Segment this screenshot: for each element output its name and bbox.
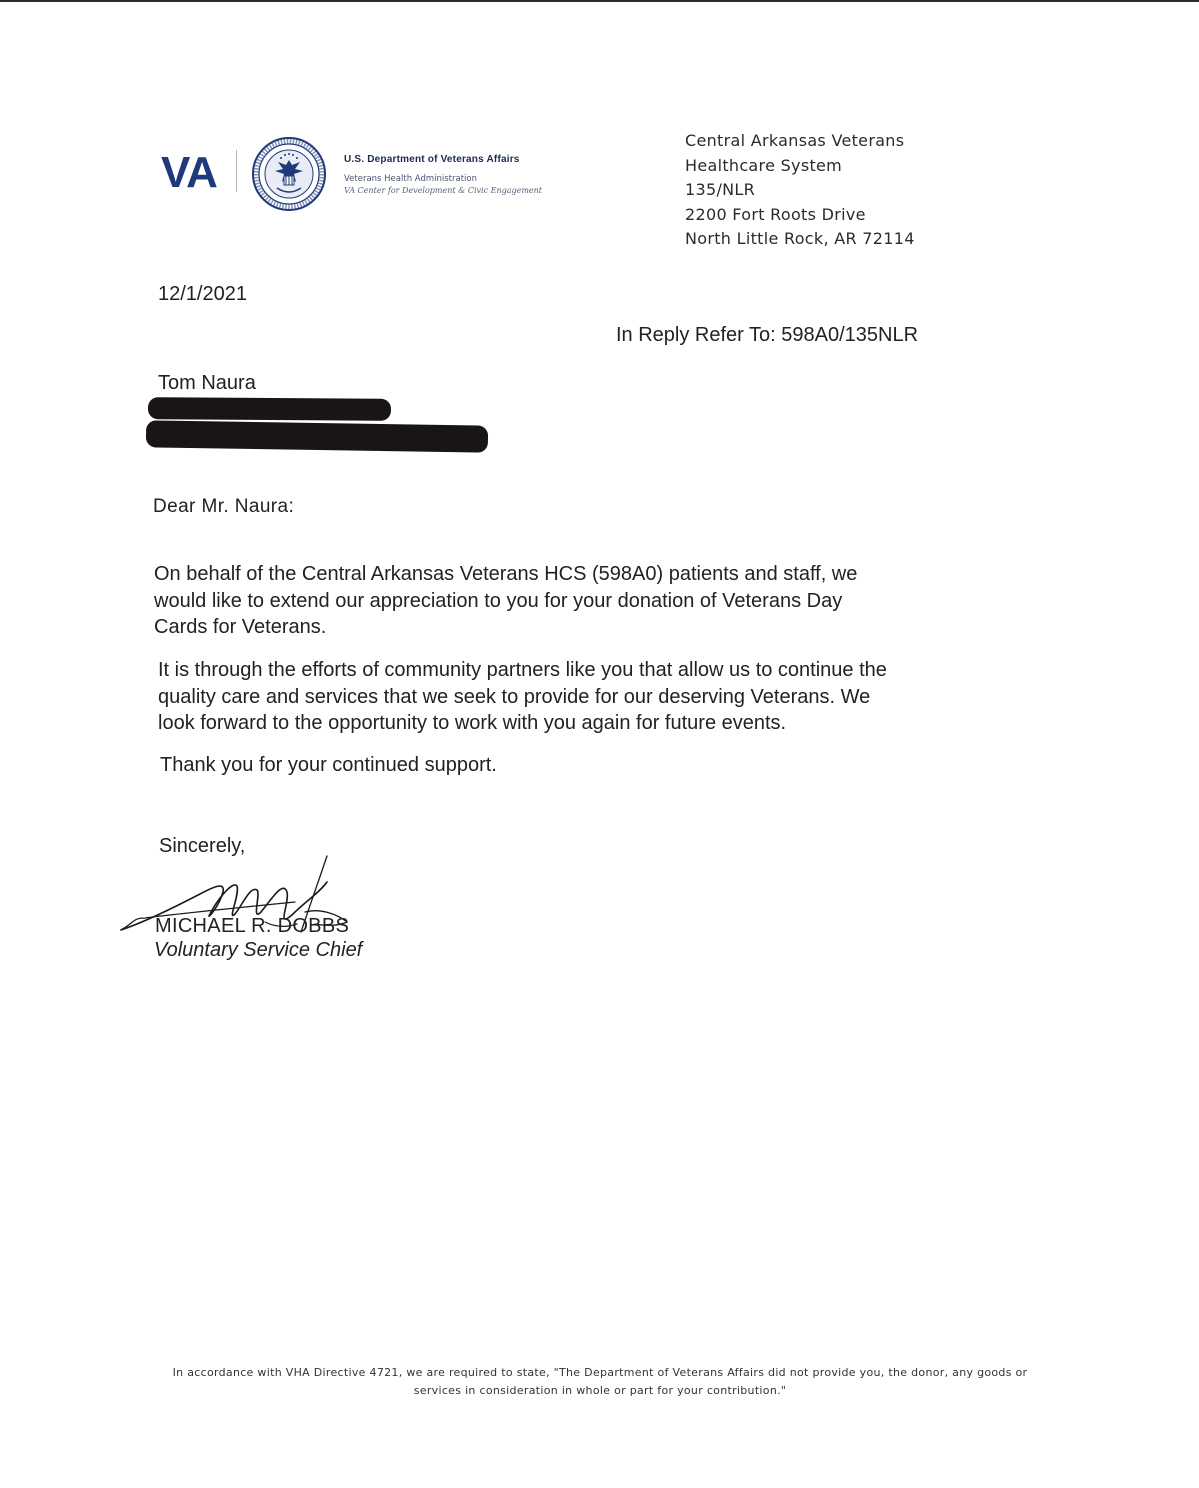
body-paragraph <box>160 752 497 779</box>
return-address <box>685 129 915 252</box>
paragraph-line: It is through the efforts of community partners like you that allow us to continue the <box>158 659 887 681</box>
footer-line: In accordance with VHA Directive 4721, we are required to state, "The Department of Veterans Affairs did not provide you, the donor, any goods or <box>172 1366 1028 1379</box>
return-address-line: North Little Rock, AR 72114 <box>685 229 915 248</box>
redacted-address-line <box>146 420 488 452</box>
body-paragraph <box>158 657 887 737</box>
department-block <box>344 154 604 195</box>
closing: Sincerely, <box>159 835 246 857</box>
paragraph-line: Thank you for your continued support. <box>160 754 497 776</box>
redacted-address-line <box>148 397 391 421</box>
paragraph-line: On behalf of the Central Arkansas Veterans HCS (598A0) patients and staff, we <box>154 563 858 585</box>
paragraph-line: look forward to the opportunity to work with you again for future events. <box>158 712 787 734</box>
salutation: Dear Mr. Naura: <box>153 496 295 517</box>
department-name: U.S. Department of Veterans Affairs <box>344 154 520 165</box>
signer-title: Voluntary Service Chief <box>154 939 363 961</box>
logo-divider <box>236 150 237 192</box>
va-seal-icon <box>251 136 327 212</box>
return-address-line: Central Arkansas Veterans <box>685 131 905 150</box>
footer-disclaimer <box>120 1364 1080 1400</box>
paragraph-line: would like to extend our appreciation to you for your donation of Veterans Day <box>154 589 843 612</box>
return-address-line: Healthcare System <box>685 155 843 175</box>
body-paragraph <box>154 561 857 641</box>
recipient-name: Tom Naura <box>158 372 256 394</box>
signer-name: MICHAEL R. DOBBS <box>155 915 350 937</box>
paragraph-line: Cards for Veterans. <box>154 616 327 638</box>
reply-reference: In Reply Refer To: 598A0/135NLR <box>616 324 919 346</box>
administration-name: Veterans Health Administration <box>344 174 477 184</box>
return-address-line: 2200 Fort Roots Drive <box>685 204 866 224</box>
va-logo: VA <box>161 148 217 197</box>
page-top-edge <box>0 0 1199 2</box>
letter-date: 12/1/2021 <box>158 283 247 305</box>
return-address-line: 135/NLR <box>685 180 756 199</box>
footer-line: services in consideration in whole or part for your contribution." <box>413 1384 787 1397</box>
paragraph-line: quality care and services that we seek to provide for our deserving Veterans. We <box>158 685 871 708</box>
center-name: VA Center for Development & Civic Engagement <box>344 186 543 195</box>
